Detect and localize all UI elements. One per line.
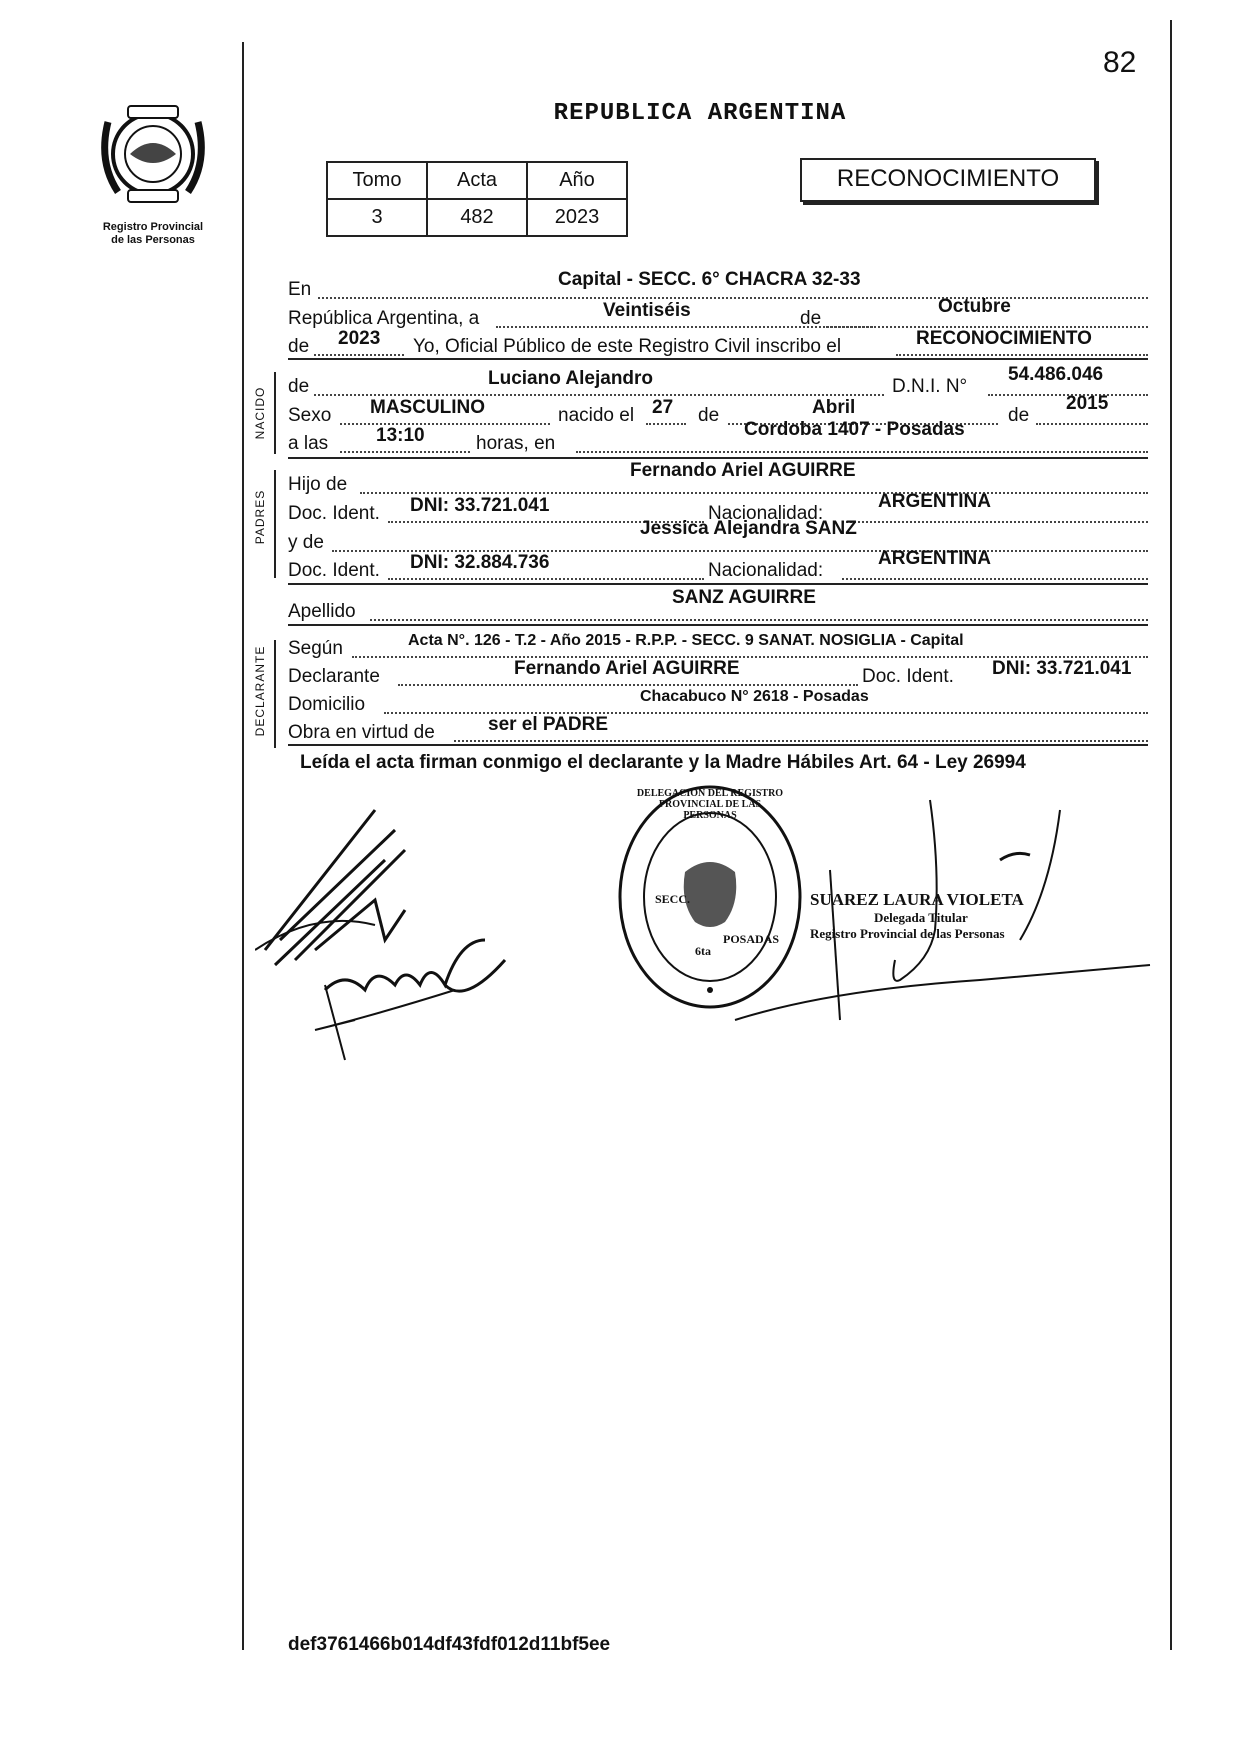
horas-label: horas, en [476, 433, 556, 454]
official-name: SUAREZ LAURA VIOLETA [810, 890, 1024, 909]
officer-text: Yo, Oficial Público de este Registro Civil inscribo el [413, 336, 842, 357]
de-label: de [800, 308, 822, 329]
record-type-box: RECONOCIMIENTO [800, 158, 1096, 202]
padres-underline [288, 583, 1148, 585]
sexo-value: MASCULINO [370, 397, 486, 418]
mother-doc: DNI: 32.884.736 [410, 552, 550, 573]
table-value-acta: 482 [427, 199, 527, 236]
nacido-el-label: nacido el [558, 405, 635, 426]
hijo-de-label: Hijo de [288, 474, 348, 495]
registry-logo [88, 92, 218, 247]
nacido-de-label: de [288, 376, 310, 397]
left-margin-line [242, 42, 244, 1650]
father-doc: DNI: 33.721.041 [410, 495, 550, 516]
declarante-doc-label: Doc. Ident. [862, 666, 954, 687]
table-header-tomo: Tomo [327, 162, 427, 199]
row-apellido [288, 587, 1148, 623]
declarante-value: Fernando Ariel AGUIRRE [514, 658, 740, 679]
declarante-section-bar [274, 640, 276, 748]
right-margin-line [1170, 20, 1172, 1650]
row-nacido-nombre [288, 364, 1148, 398]
declarante-section-label: DECLARANTE [253, 645, 267, 737]
hour-value: 13:10 [376, 425, 425, 446]
padres-section-label: PADRES [253, 489, 267, 545]
row-en [288, 269, 1148, 301]
domicilio-value: Chacabuco N° 2618 - Posadas [640, 688, 869, 705]
y-de-label: y de [288, 532, 324, 553]
official-office: Registro Provincial de las Personas [810, 926, 1005, 941]
apellido-value: SANZ AGUIRRE [672, 587, 816, 608]
segun-value: Acta N°. 126 - T.2 - Año 2015 - R.P.P. - SECC. 9 SANAT. NOSIGLIA - Capital [408, 632, 964, 649]
nacido-section-label: NACIDO [253, 386, 267, 440]
official-role: Delegada Titular [874, 910, 968, 925]
declarante-underline [288, 744, 1148, 746]
apellido-underline [288, 624, 1148, 626]
birth-year: 2015 [1066, 393, 1109, 414]
closing-statement: Leída el acta firman conmigo el declarante y la Madre Hábiles Art. 64 - Ley 26994 [300, 752, 1026, 773]
child-dni: 54.486.046 [1008, 364, 1104, 385]
table-header-acta: Acta [427, 162, 527, 199]
domicilio-label: Domicilio [288, 694, 366, 715]
row-nacido-sexo [288, 393, 1148, 427]
document-hash: def3761466b014df43fdf012d11bf5ee [288, 1634, 611, 1655]
row-obra [288, 716, 1148, 744]
segun-label: Según [288, 638, 343, 659]
logo-label-line2: de las Personas [111, 234, 195, 246]
declarante-label: Declarante [288, 666, 380, 687]
father-doc-label: Doc. Ident. [288, 503, 380, 524]
row-mother-doc [288, 548, 1148, 582]
act-value: RECONOCIMIENTO [916, 328, 1092, 349]
birth-day: 27 [652, 397, 674, 418]
nacido-de-label2: de [698, 405, 720, 426]
row-domicilio [288, 688, 1148, 716]
birth-place: Cordoba 1407 - Posadas [744, 419, 965, 440]
province-seal-icon [88, 92, 218, 212]
declarant-signature [255, 790, 525, 1070]
en-value: Capital - SECC. 6° CHACRA 32-33 [558, 269, 861, 290]
row-nacido-hora [288, 419, 1148, 455]
birth-month: Abril [812, 397, 856, 418]
mother-nac-label: Nacionalidad: [708, 560, 824, 581]
alas-label: a las [288, 433, 329, 454]
mother-name: Jessica Alejandra SANZ [640, 518, 857, 539]
row-hijo-de [288, 460, 1148, 496]
republica-label: República Argentina, a [288, 308, 480, 329]
row-segun [288, 632, 1148, 660]
child-name: Luciano Alejandro [488, 368, 654, 389]
row-fecha [288, 296, 1148, 330]
page-number: 82 [1103, 46, 1137, 79]
year-value: 2023 [338, 328, 381, 349]
registry-table [326, 161, 628, 237]
en-label: En [288, 279, 312, 300]
month-value: Octubre [938, 296, 1011, 317]
de2-label: de [288, 336, 310, 357]
day-value: Veintiséis [603, 300, 691, 321]
table-value-ano: 2023 [527, 199, 627, 236]
nacido-underline [288, 457, 1148, 459]
table-header-ano: Año [527, 162, 627, 199]
nacido-section-bar [274, 372, 276, 454]
logo-label-line1: Registro Provincial [102, 221, 204, 233]
official-signature [730, 790, 1170, 1030]
apellido-label: Apellido [288, 601, 356, 622]
mother-nationality: ARGENTINA [878, 548, 991, 569]
seal-inner-text2: 6ta [695, 944, 711, 958]
mother-doc-label: Doc. Ident. [288, 560, 380, 581]
table-value-tomo: 3 [327, 199, 427, 236]
father-name: Fernando Ariel AGUIRRE [630, 460, 856, 481]
row-inscribo [288, 330, 1148, 358]
intro-underline [288, 358, 1148, 360]
row-y-de [288, 518, 1148, 554]
father-nac-label: Nacionalidad: [708, 503, 824, 524]
country-header: REPUBLICA ARGENTINA [553, 100, 847, 127]
sexo-label: Sexo [288, 405, 332, 426]
father-nationality: ARGENTINA [878, 491, 991, 512]
seal-inner-text1: SECC. [655, 892, 691, 906]
padres-section-bar [274, 470, 276, 578]
dni-label: D.N.I. N° [892, 376, 968, 397]
obra-value: ser el PADRE [488, 714, 609, 735]
declarante-doc: DNI: 33.721.041 [992, 658, 1132, 679]
nacido-de-label3: de [1008, 405, 1030, 426]
obra-label: Obra en virtud de [288, 722, 435, 743]
seal-inner-text3: POSADAS [723, 932, 780, 946]
seal-ring-text: DELEGACION DEL REGISTRO PROVINCIAL DE LAS PERSONAS [636, 788, 784, 821]
row-declarante [288, 660, 1148, 688]
